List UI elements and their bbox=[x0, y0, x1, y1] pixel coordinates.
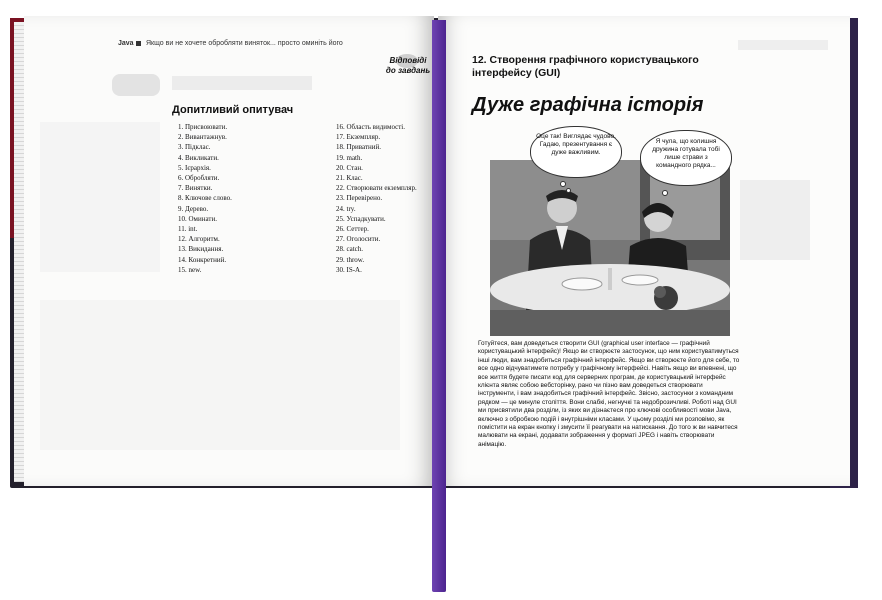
answer-item: 1. Присвоювати. bbox=[178, 123, 228, 131]
answer-item: 7. Винятки. bbox=[178, 184, 213, 193]
speech-bubble-tail bbox=[662, 190, 668, 196]
speech-bubble-man: Оце так! Виглядає чудово. Гадаю, презентування є дуже важливим. bbox=[530, 126, 622, 178]
answer-item: 10. Оминати. bbox=[178, 214, 217, 223]
answer-item: 2. Вивантажнув. bbox=[178, 133, 227, 142]
answer-item: 25. Успадкувати. bbox=[336, 214, 386, 223]
answer-item: 4. Викликати. bbox=[178, 153, 219, 162]
show-through-text bbox=[740, 180, 810, 260]
show-through-text bbox=[40, 122, 160, 272]
answer-item: 22. Створювати екземпляр. bbox=[336, 184, 417, 193]
answer-item: 23. Перевірено. bbox=[336, 194, 383, 203]
answer-item: 29. throw. bbox=[336, 255, 365, 264]
speech-bubble-tail bbox=[560, 181, 566, 187]
answer-item: 9. Дерево. bbox=[178, 204, 209, 213]
show-through-heading bbox=[172, 76, 312, 90]
answers-column-b bbox=[336, 122, 417, 275]
speech-bubble-woman: Я чула, що колишня дружина готувала тобі лише страви з командного рядка... bbox=[640, 130, 732, 186]
answer-item: 28. catch. bbox=[336, 245, 364, 254]
answer-item: 27. Оголосити. bbox=[336, 235, 381, 244]
answers-badge-line-2: до завдань bbox=[385, 66, 431, 75]
section-title: Дуже графічна історія bbox=[472, 94, 704, 116]
answer-item: 8. Ключове слово. bbox=[178, 194, 232, 203]
answer-item: 16. Область видимості. bbox=[336, 123, 405, 131]
answer-item: 6. Обробляти. bbox=[178, 174, 220, 183]
running-head-bullet bbox=[136, 41, 141, 46]
answer-item: 5. Ієрархія. bbox=[178, 163, 211, 172]
dinner-photo-drawing bbox=[490, 160, 730, 336]
answers-column-a bbox=[178, 122, 232, 275]
answer-item: 11. int. bbox=[178, 225, 198, 234]
answer-item: 20. Стан. bbox=[336, 163, 363, 172]
running-head-chapter: Якщо ви не хочете обробляти виняток... просто оминіть його bbox=[146, 40, 343, 47]
dinner-photo bbox=[490, 160, 730, 336]
ribbon-bookmark bbox=[432, 20, 446, 592]
show-through-text bbox=[738, 40, 828, 50]
answer-item: 13. Викидання. bbox=[178, 245, 224, 254]
speech-bubble-tail bbox=[566, 188, 571, 193]
show-through-illustration bbox=[112, 74, 160, 96]
answer-item: 19. math. bbox=[336, 153, 363, 162]
answers-badge bbox=[380, 56, 436, 76]
chapter-title: 12. Створення графічного користувацького інтерфейсу (GUI) bbox=[472, 54, 699, 79]
answer-item: 18. Приватний. bbox=[336, 143, 381, 152]
answer-item: 21. Клас. bbox=[336, 174, 363, 183]
show-through-text bbox=[40, 300, 400, 450]
answer-item: 26. Сеттер. bbox=[336, 225, 369, 234]
running-head-book: Java bbox=[118, 40, 134, 47]
quiz-title: Допитливий опитувач bbox=[172, 104, 294, 116]
answer-item: 3. Підклас. bbox=[178, 143, 211, 152]
answer-item: 30. IS-A. bbox=[336, 265, 362, 274]
answer-item: 24. try. bbox=[336, 204, 356, 213]
chapter-intro-text: Готуйтеся, вам доведеться створити GUI (graphical user interface — графічний користувацький інтерфейс)! Якщо ви створюєте застосунок, що ним користуватимуться інші люди, вам знадобиться графічний інтерфейс. Якщо ви створюєте його для себе, то все одно відчуватимете потребу у графічному інтерфейсі. Навіть якщо ви впевнені, що все життя будете писати код для серверних програм, де користувацький інтерфейс клієнта являє собою вебсторінку, рано чи пізно вам доведеться створювати інструменти, і вам знадобиться графічний інтерфейс. Звісно, застосунки з командним рядком — це минуле століття. Вони слабкі, негнучкі та недоброзичливі. Роботі над GUI ми присвятили два розділи, із яких ви дізнаєтеся про ключові особливості мови Java, включно з обробкою подій і внутрішніми класами. У цьому розділі ми розповімо, як помістити на екран кнопку і змусити її реагувати на натискання. До того ж ви навчитеся малювати на екрані, додавати зображення у форматі JPEG і навіть створювати анімацію. bbox=[478, 340, 740, 448]
answer-item: 14. Конкретний. bbox=[178, 255, 227, 264]
answers-badge-line-1: Відповіді bbox=[389, 56, 427, 65]
answer-item: 12. Алгоритм. bbox=[178, 235, 220, 244]
answer-item: 17. Екземпляр. bbox=[336, 133, 381, 142]
answer-item: 15. new. bbox=[178, 265, 202, 274]
